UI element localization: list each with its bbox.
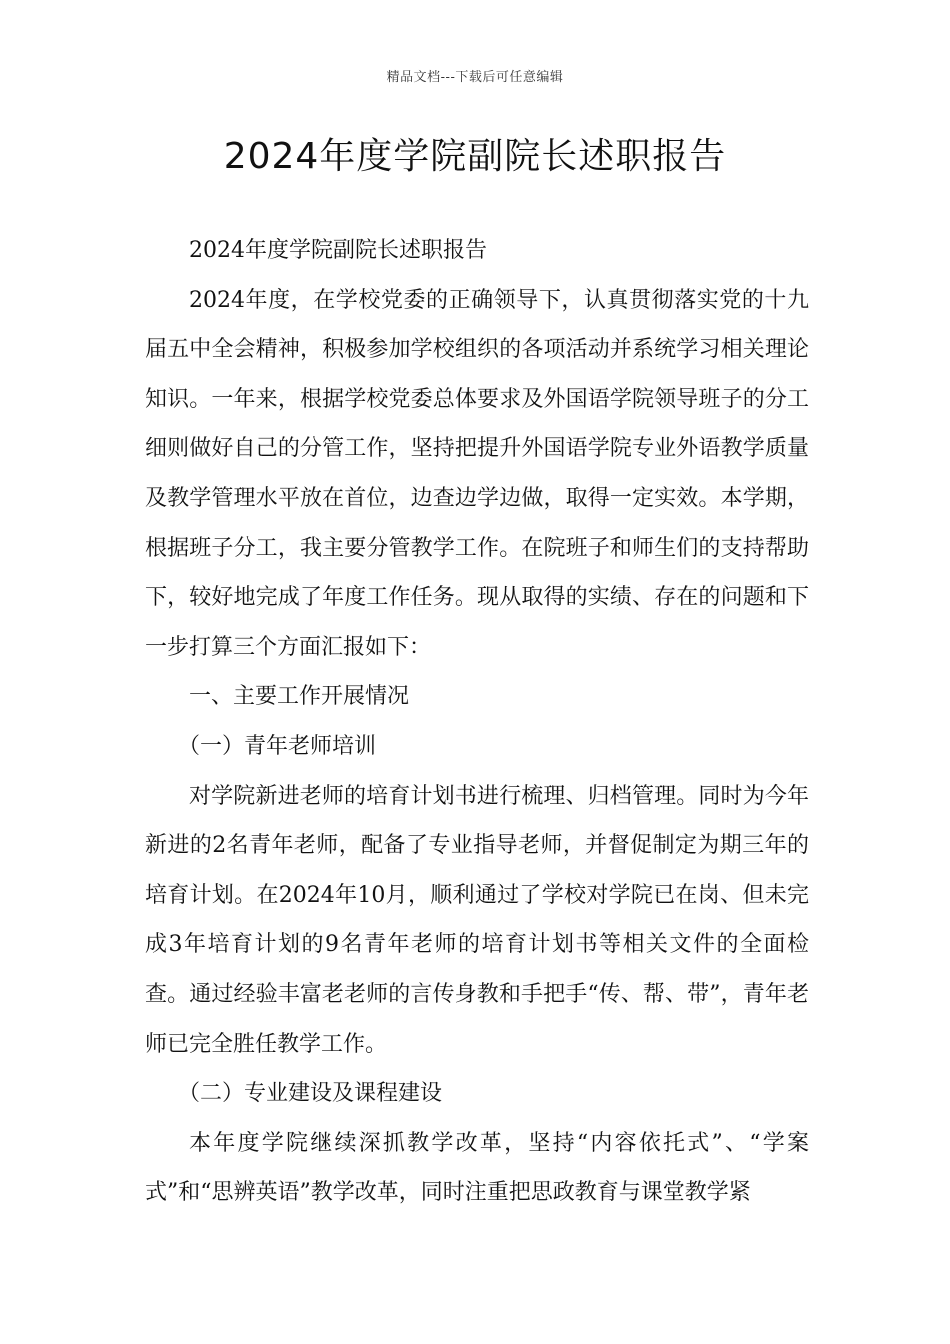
paragraph-curriculum: 本年度学院继续深抓教学改革，坚持“内容依托式”、“学案式”和“思辨英语”教学改革，同时注重把思政教育与课堂教学紧 (145, 1130, 809, 1206)
paragraph-teacher-training: 对学院新进老师的培育计划书进行梳理、归档管理。同时为今年新进的2名青年老师，配备了专业指导老师，并督促制定为期三年的培育计划。在2024年10月，顺利通过了学校对学院已在岗、但未完成3年培育计划的9名青年老师的培育计划书等相关文件的全面检查。通过经验丰富老老师的言传身教和手把手“传、帮、带”，青年老师已完全胜任教学工作。 (145, 783, 809, 1057)
section-heading-1: 一、主要工作开展情况 (189, 684, 410, 710)
paragraph-intro: 2024年度，在学校党委的正确领导下，认真贯彻落实党的十九届五中全会精神，积极参加学校组织的各项活动并系统学习相关理论知识。一年来，根据学校党委总体要求及外国语学院领导班子的分工细则做好自己的分管工作，坚持把提升外国语学院专业外语教学质量及教学管理水平放在首位，边查边学边做，取得一定实效。本学期，根据班子分工，我主要分管教学工作。在院班子和师生们的支持帮助下，较好地完成了年度工作任务。现从取得的实绩、存在的问题和下一步打算三个方面汇报如下： (145, 287, 809, 660)
document-body (145, 226, 809, 1218)
document-title: 2024年度学院副院长述职报告 (223, 136, 727, 177)
header-note: 精品文档---下载后可任意编辑 (386, 70, 564, 85)
document-subtitle: 2024年度学院副院长述职报告 (189, 238, 487, 263)
subsection-heading-1: （一）青年老师培训 (178, 733, 377, 759)
subsection-heading-2: （二）专业建设及课程建设 (178, 1081, 443, 1107)
